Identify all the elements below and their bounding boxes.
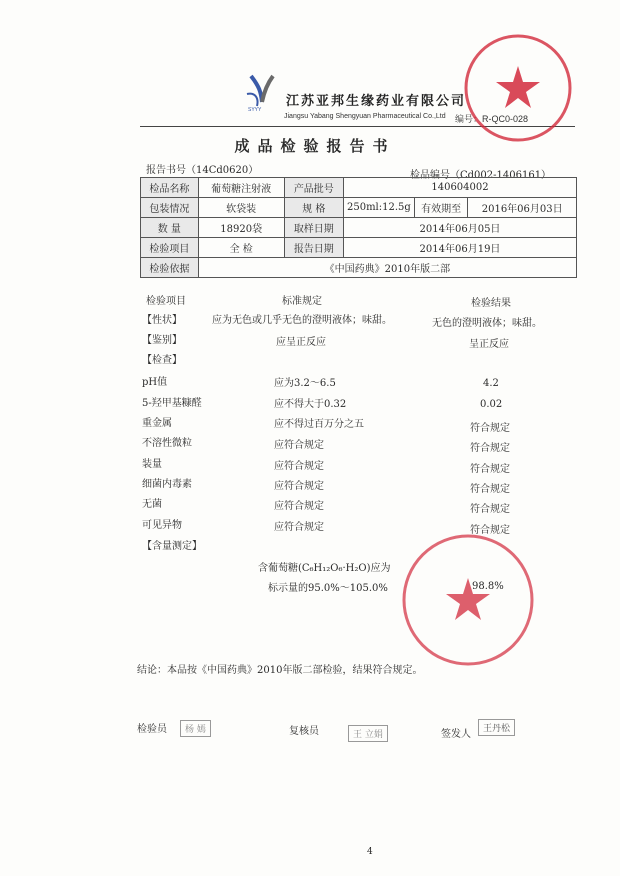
basis-label: 检验依据 [141, 258, 199, 278]
quantity-value: 18920袋 [198, 218, 284, 238]
report-date-value: 2014年06月19日 [343, 238, 576, 258]
test-item-standard: 应符合规定 [274, 481, 324, 492]
assay-standard-line2: 标示量的95.0%～105.0% [268, 583, 388, 594]
product-name-label: 检品名称 [141, 178, 199, 198]
basis-value: 《中国药典》2010年版二部 [198, 258, 576, 278]
info-table [140, 177, 577, 278]
test-item-standard: 应为3.2～6.5 [274, 378, 336, 389]
sample-date-label: 取样日期 [284, 218, 343, 238]
identification-result: 呈正反应 [469, 339, 509, 350]
test-item-name: 5-羟甲基糠醛 [142, 398, 202, 409]
package-label: 包装情况 [141, 198, 199, 218]
inspector-signature: 杨 嫣 [180, 720, 211, 737]
test-item-name: 装量 [142, 459, 162, 470]
test-item-name: 可见异物 [142, 520, 182, 531]
issuer-signature: 王丹松 [478, 719, 515, 736]
quantity-label: 数 量 [141, 218, 199, 238]
company-name-en: Jiangsu Yabang Shengyuan Pharmaceutical Co.,Ltd [284, 113, 446, 120]
reviewer-signature: 王 立娟 [348, 725, 388, 742]
report-date-label: 报告日期 [284, 238, 343, 258]
results-header-result: 检验结果 [471, 298, 511, 309]
document-code-value: R-QC0-028 [482, 114, 529, 124]
conclusion: 结论：本品按《中国药典》2010年版二部检验，结果符合规定。 [137, 665, 423, 676]
quality-seal-icon [398, 530, 538, 670]
company-logo-icon [245, 72, 279, 112]
results-header-item: 检验项目 [146, 296, 186, 307]
test-item-standard: 应符合规定 [274, 440, 324, 451]
spec-value: 250ml:12.5g [343, 198, 414, 218]
test-item-name: 无菌 [142, 499, 162, 510]
test-item-result: 符合规定 [470, 423, 510, 434]
test-item-standard: 应符合规定 [274, 522, 324, 533]
test-item-result: 4.2 [483, 378, 499, 389]
test-item-standard: 应符合规定 [274, 461, 324, 472]
inspection-number: 检品编号（Cd002-1406161） [410, 170, 552, 181]
test-item-result: 符合规定 [470, 525, 510, 536]
document-code-label: 编号： [455, 114, 483, 124]
logo-text: SYYY [248, 107, 262, 112]
assay-standard-line1: 含葡萄糖(C₆H₁₂O₆·H₂O)应为 [258, 563, 391, 574]
batch-value: 140604002 [343, 178, 576, 198]
company-seal-icon [462, 32, 574, 144]
test-item-result: 符合规定 [470, 464, 510, 475]
section-appearance: 【性状】 [142, 315, 182, 326]
test-item-result: 符合规定 [470, 504, 510, 515]
reviewer-label: 复核员 [289, 726, 319, 737]
test-item-name: 重金属 [142, 418, 172, 429]
identification-standard: 应呈正反应 [276, 337, 326, 348]
page-mark: 4 [367, 847, 373, 857]
expiry-value: 2016年06月03日 [468, 198, 577, 218]
appearance-result: 无色的澄明液体；味甜。 [432, 318, 542, 329]
inspector-label: 检验员 [137, 724, 167, 735]
section-assay: 【含量测定】 [142, 541, 202, 552]
test-item-standard: 应不得大于0.32 [274, 399, 347, 410]
test-item-label: 检验项目 [141, 238, 199, 258]
test-item-name: pH值 [142, 377, 168, 388]
results-header-standard: 标准规定 [282, 296, 322, 307]
test-item-result: 符合规定 [470, 443, 510, 454]
test-item-value: 全 检 [198, 238, 284, 258]
spec-label: 规 格 [284, 198, 343, 218]
test-item-standard: 应不得过百万分之五 [274, 419, 364, 430]
assay-result: 98.8% [472, 581, 504, 592]
expiry-label: 有效期至 [414, 198, 468, 218]
package-value: 软袋装 [198, 198, 284, 218]
section-tests: 【检查】 [142, 355, 182, 366]
issuer-label: 签发人 [441, 729, 471, 740]
document-title: 成品检验报告书 [234, 137, 396, 155]
product-name: 葡萄糖注射液 [198, 178, 284, 198]
batch-label: 产品批号 [284, 178, 343, 198]
sample-date-value: 2014年06月05日 [343, 218, 576, 238]
test-item-name: 细菌内毒素 [142, 479, 192, 490]
test-item-result: 符合规定 [470, 484, 510, 495]
section-identification: 【鉴别】 [142, 335, 182, 346]
appearance-standard: 应为无色或几乎无色的澄明液体；味甜。 [212, 315, 392, 326]
test-item-standard: 应符合规定 [274, 501, 324, 512]
company-name-cn: 江苏亚邦生缘药业有限公司 [286, 94, 467, 109]
test-item-result: 0.02 [480, 399, 503, 410]
test-item-name: 不溶性微粒 [142, 438, 192, 449]
report-number: 报告书号（14Cd0620） [146, 165, 259, 176]
